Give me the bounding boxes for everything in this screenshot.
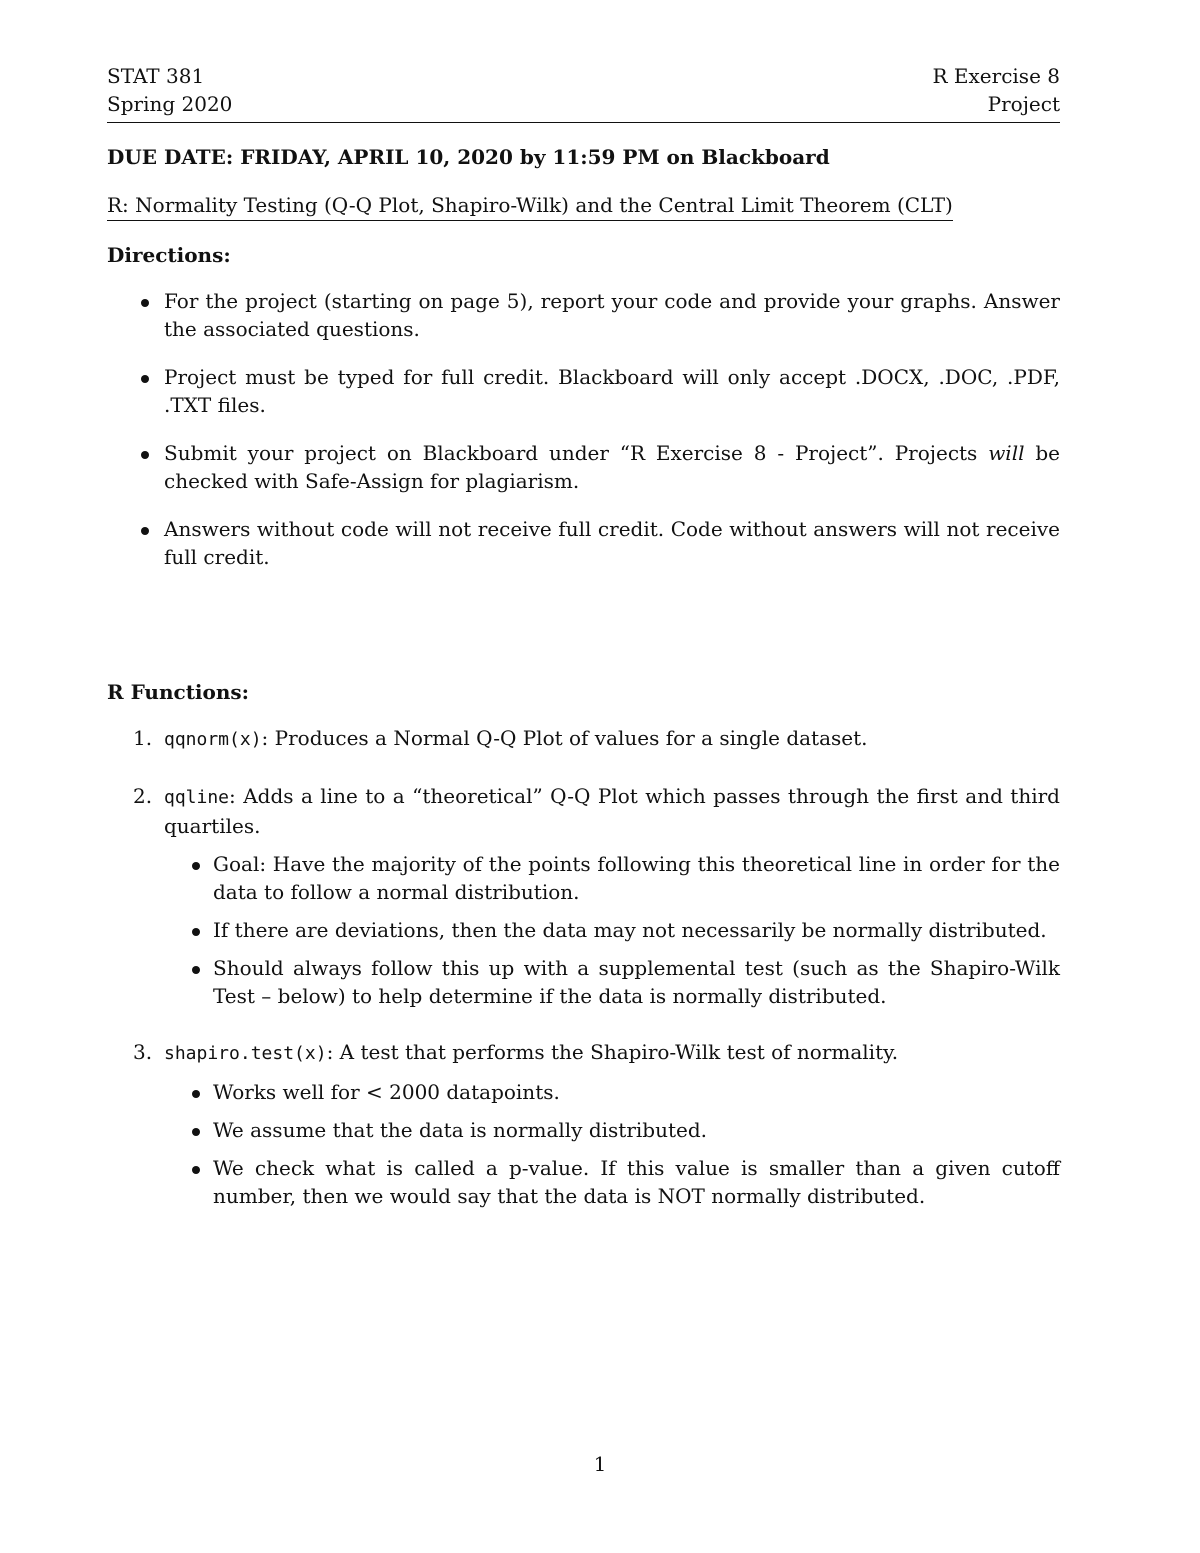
code-shapiro: shapiro.test(x) [164,1043,327,1064]
document-page [107,62,1060,1238]
functions-list [107,724,1060,1210]
list-item: Answers without code will not receive full credit. Code without answers will not receive full credit. [107,515,1060,571]
header-row-2 [107,90,1060,118]
subtitle: R: Normality Testing (Q-Q Plot, Shapiro-Wilk) and the Central Limit Theorem (CLT) [107,191,953,221]
function-item-shapiro: 3. shapiro.test(x): A test that performs the Shapiro-Wilk test of normality. Works well for < 2000 datapoints. We assume that the data is normally distributed. We check what is called a p-value. If this value is smaller than a given cutoff number, then we would say that the data is NOT normally distributed. [133,1040,1060,1208]
bullet-icon [192,966,200,974]
page-number: 1 [593,1452,607,1476]
course-code: STAT 381 [107,64,205,88]
function-item-qqnorm: 1. qqnorm(x): Produces a Normal Q-Q Plot of values for a single dataset. [133,726,868,750]
term-label: Spring 2020 [107,92,233,116]
bullet-icon [141,451,149,459]
function-item-qqline: 2. qqline: Adds a line to a “theoretical” Q-Q Plot which passes through the first and third quartiles. Goal: Have the majority of the points following this theoretical line in order for the data to follow a normal distribution. If there are deviations, then the data may not necessarily be normally distributed. Should always follow this up with a supplemental test (such as the Shapiro-Wilk Test – below) to help determine if the data is normally distributed. [133,784,1060,1008]
list-item: Goal: Have the majority of the points following this theoretical line in order for the data to follow a normal distribution. [164,850,1060,906]
list-item: Should always follow this up with a supplemental test (such as the Shapiro-Wilk Test – below) to help determine if the data is normally distributed. [164,954,1060,1010]
bullet-icon [141,527,149,535]
code-qqline: qqline [164,787,230,808]
directions-list [107,287,1060,571]
list-item: If there are deviations, then the data may not necessarily be normally distributed. [164,916,1060,944]
list-item: Project must be typed for full credit. Blackboard will only accept .DOCX, .DOC, .PDF, .TXT files. [107,363,1060,419]
qqline-sublist [164,850,1060,1010]
list-item: We assume that the data is normally distributed. [164,1116,1060,1144]
bullet-icon [192,928,200,936]
list-item: We check what is called a p-value. If this value is smaller than a given cutoff number, then we would say that the data is NOT normally distributed. [164,1154,1060,1210]
bullet-icon [192,1090,200,1098]
bullet-icon [141,375,149,383]
header-row-1 [107,62,1060,90]
bullet-icon [192,1166,200,1174]
bullet-icon [141,299,149,307]
shapiro-sublist [164,1078,1060,1210]
code-qqnorm: qqnorm(x) [164,729,262,750]
list-item: Submit your project on Blackboard under “R Exercise 8 - Project”. Projects will be checked with Safe-Assign for plagiarism. [107,439,1060,495]
bullet-icon [192,1128,200,1136]
due-date: DUE DATE: FRIDAY, APRIL 10, 2020 by 11:59 PM on Blackboard [107,145,830,169]
r-functions-heading: R Functions: [107,680,250,704]
list-item: For the project (starting on page 5), report your code and provide your graphs. Answer the associated questions. [107,287,1060,343]
list-item: Works well for < 2000 datapoints. [164,1078,1060,1106]
bullet-icon [192,862,200,870]
header-rule [107,122,1060,123]
directions-heading: Directions: [107,243,231,267]
type-label: Project [987,92,1060,116]
exercise-label: R Exercise 8 [932,64,1060,88]
